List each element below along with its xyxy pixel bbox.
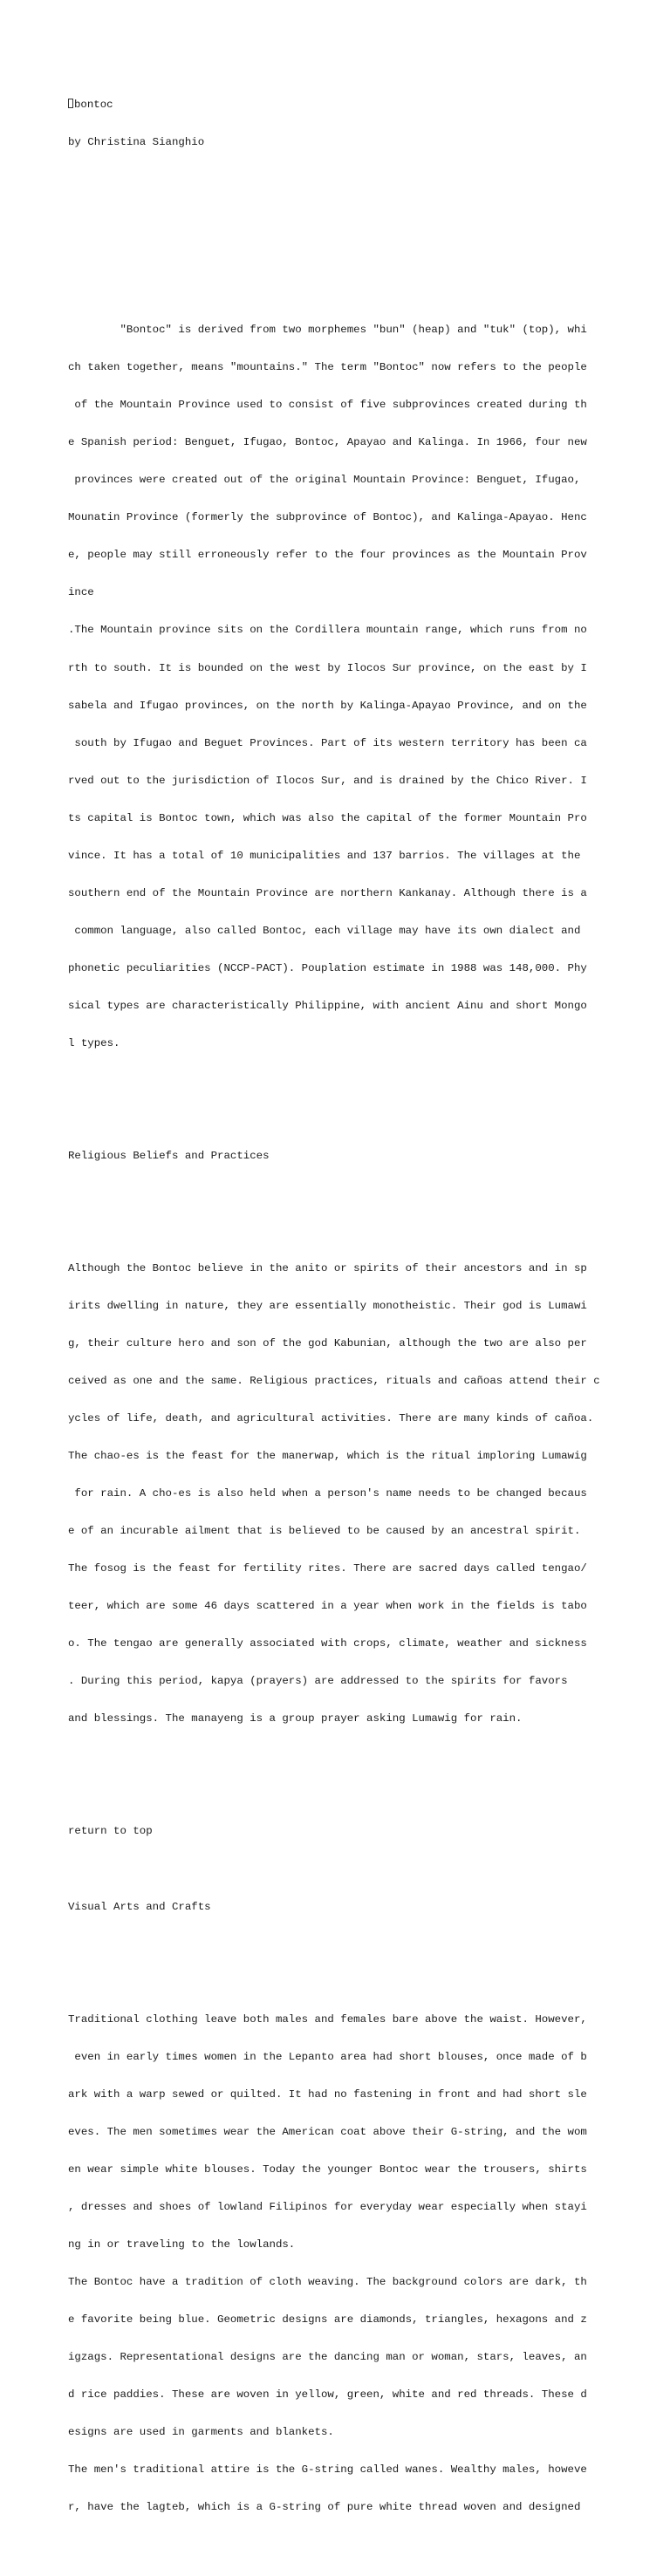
document-byline: by Christina Sianghio bbox=[68, 136, 205, 149]
text-line: d rice paddies. These are woven in yellow, green, white and red threads. These d bbox=[68, 2388, 587, 2401]
text-line: even in early times women in the Lepanto area had short blouses, once made of b bbox=[68, 2050, 587, 2063]
text-line: south by Ifugao and Beguet Provinces. Part of its western territory has been ca bbox=[68, 736, 587, 749]
text-line: sical types are characteristically Philippine, with ancient Ainu and short Mongo bbox=[68, 999, 587, 1012]
text-line: l types. bbox=[68, 1036, 120, 1049]
text-line: ch taken together, means "mountains." The term "Bontoc" now refers to the people bbox=[68, 361, 587, 374]
spacer bbox=[68, 1187, 609, 1199]
missing-glyph-icon bbox=[68, 99, 73, 108]
text-line: Although the Bontoc believe in the anito or spirits of their ancestors and in sp bbox=[68, 1262, 587, 1274]
spacer bbox=[68, 1787, 609, 1800]
document-title: bontoc bbox=[68, 99, 609, 111]
text-line: for rain. A cho-es is also held when a person's name needs to be changed becaus bbox=[68, 1487, 587, 1500]
text-line: southern end of the Mountain Province are northern Kankanay. Although there is a bbox=[68, 886, 587, 899]
text-line: vince. It has a total of 10 municipalities and 137 barrios. The villages at the bbox=[68, 849, 581, 862]
text-line: rth to south. It is bounded on the west by Ilocos Sur province, on the east by I bbox=[68, 661, 587, 674]
spacer bbox=[68, 1863, 609, 1876]
text-line: irits dwelling in nature, they are essentially monotheistic. Their god is Lumawi bbox=[68, 1300, 587, 1313]
text-line: sabela and Ifugao provinces, on the north by Kalinga-Apayao Province, and on the bbox=[68, 699, 587, 712]
spacer bbox=[68, 249, 609, 261]
religion-section bbox=[68, 1237, 609, 1750]
spacer bbox=[68, 174, 609, 186]
text-line: The men's traditional attire is the G-string called wanes. Wealthy males, howeve bbox=[68, 2463, 587, 2476]
return-to-top-link[interactable]: return to top bbox=[68, 1825, 153, 1838]
text-line: eves. The men sometimes wear the American coat above their G-string, and the wom bbox=[68, 2125, 587, 2138]
text-line: teer, which are some 46 days scattered in a year when work in the fields is tabo bbox=[68, 1600, 587, 1613]
text-line: The fosog is the feast for fertility rites. There are sacred days called tengao/ bbox=[68, 1562, 587, 1575]
text-line: ince bbox=[68, 586, 94, 599]
text-line: and blessings. The manayeng is a group prayer asking Lumawig for rain. bbox=[68, 1712, 523, 1725]
spacer bbox=[68, 211, 609, 223]
document-body bbox=[68, 61, 609, 2576]
text-line: ceived as one and the same. Religious practices, rituals and cañoas attend their c bbox=[68, 1375, 600, 1388]
text-line: g, their culture hero and son of the god Kabunian, although the two are also per bbox=[68, 1337, 587, 1350]
text-line: Mounatin Province (formerly the subprovince of Bontoc), and Kalinga-Apayao. Henc bbox=[68, 511, 587, 524]
text-line: Traditional clothing leave both males and females bare above the waist. However, bbox=[68, 2012, 587, 2026]
section-heading-religion: Religious Beliefs and Practices bbox=[68, 1149, 270, 1162]
text-line: esigns are used in garments and blankets. bbox=[68, 2425, 334, 2438]
text-line: rved out to the jurisdiction of Ilocos Sur, and is drained by the Chico River. I bbox=[68, 774, 587, 787]
text-line: , dresses and shoes of lowland Filipinos for everyday wear especially when stayi bbox=[68, 2200, 587, 2213]
spacer bbox=[68, 1938, 609, 1951]
text-line: ycles of life, death, and agricultural activities. There are many kinds of cañoa. bbox=[68, 1412, 594, 1425]
text-line: e of an incurable ailment that is believed to be caused by an ancestral spirit. bbox=[68, 1525, 581, 1538]
text-line: . During this period, kapya (prayers) are addressed to the spirits for favors bbox=[68, 1675, 568, 1688]
text-line: The Bontoc have a tradition of cloth weaving. The background colors are dark, th bbox=[68, 2275, 587, 2288]
text-line: "Bontoc" is derived from two morphemes "bun" (heap) and "tuk" (top), whi bbox=[68, 324, 587, 337]
text-line: e, people may still erroneously refer to the four provinces as the Mountain Prov bbox=[68, 549, 587, 562]
intro-section bbox=[68, 299, 609, 1075]
text-line: e Spanish period: Benguet, Ifugao, Bontoc, Apayao and Kalinga. In 1966, four new bbox=[68, 436, 587, 449]
text-line: provinces were created out of the original Mountain Province: Benguet, Ifugao, bbox=[68, 474, 581, 487]
spacer bbox=[68, 1112, 609, 1124]
text-line: ts capital is Bontoc town, which was also the capital of the former Mountain Pro bbox=[68, 811, 587, 824]
section-heading-arts: Visual Arts and Crafts bbox=[68, 1900, 211, 1913]
text-line: of the Mountain Province used to consist of five subprovinces created during th bbox=[68, 399, 587, 412]
text-line: ng in or traveling to the lowlands. bbox=[68, 2238, 296, 2251]
text-line: The chao-es is the feast for the manerwap, which is the ritual imploring Lumawig bbox=[68, 1450, 587, 1463]
arts-section bbox=[68, 1988, 609, 2538]
text-line: ark with a warp sewed or quilted. It had no fastening in front and had short sle bbox=[68, 2087, 587, 2101]
text-line: o. The tengao are generally associated with crops, climate, weather and sickness bbox=[68, 1637, 587, 1650]
text-line: igzags. Representational designs are the dancing man or woman, stars, leaves, an bbox=[68, 2350, 587, 2363]
text-line: phonetic peculiarities (NCCP-PACT). Pouplation estimate in 1988 was 148,000. Phy bbox=[68, 961, 587, 974]
text-line: en wear simple white blouses. Today the younger Bontoc wear the trousers, shirts bbox=[68, 2163, 587, 2176]
text-line: common language, also called Bontoc, each village may have its own dialect and bbox=[68, 924, 581, 937]
text-line: e favorite being blue. Geometric designs are diamonds, triangles, hexagons and z bbox=[68, 2313, 587, 2326]
text-line: r, have the lagteb, which is a G-string of pure white thread woven and designed bbox=[68, 2501, 581, 2514]
text-line: .The Mountain province sits on the Cordillera mountain range, which runs from no bbox=[68, 624, 587, 637]
